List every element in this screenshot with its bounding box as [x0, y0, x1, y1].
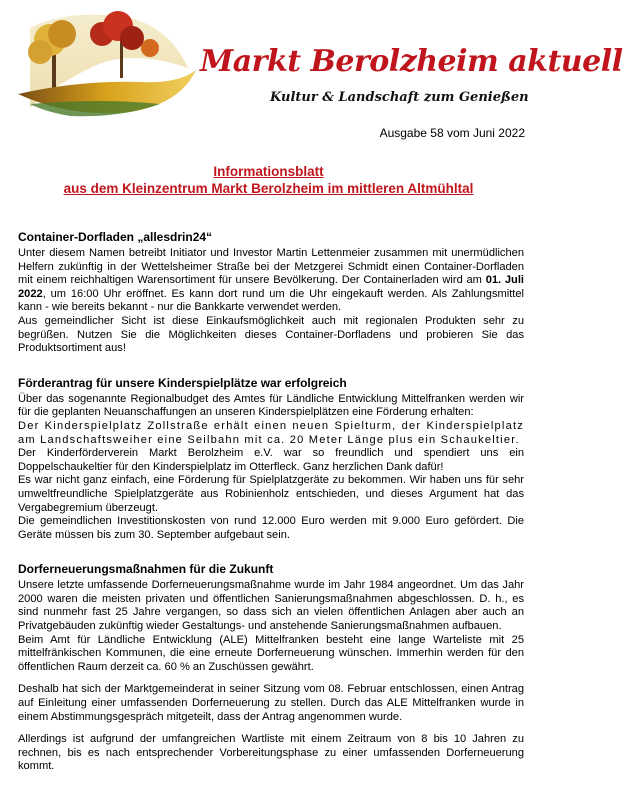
paragraph-text: , um 16:00 Uhr eröffnet. Es kann dort rund um die Uhr eingekauft werden. Als Zahlungsmittel kann - wie bereits bekannt - nur die Bankkarte verwendet werden.	[18, 287, 524, 314]
issue-label: Ausgabe 58 vom Juni 2022	[379, 126, 525, 140]
opening-date: 01. Juli 2022	[18, 274, 524, 300]
section-heading-dorfladen: Container-Dorfladen „allesdrin24“	[18, 230, 213, 244]
paragraph: Die gemeindlichen Investitionskosten von rund 12.000 Euro werden mit 9.000 Euro gefördert. Die Geräte müssen bis zum 30. September aufgebaut sein.	[18, 515, 524, 541]
paragraph: Der Kinderförderverein Markt Berolzheim e.V. war so freundlich und spendiert uns ein Doppelschaukeltier für den Kinderspielplatz im Otterfleck. Ganz herzlichen Dank dafür!	[18, 447, 524, 473]
newsletter-subtitle: Kultur & Landschaft zum Genießen	[270, 90, 529, 105]
paragraph-text: Unter diesem Namen betreibt Initiator und Investor Martin Lettenmeier zusammen mit unermüdlichen Helfern zukünftig in der Wettelsheimer Straße bei der Metzgerei Schmidt einen Container-Dorfladen mit einem reichhaltigen Warensortiment für unsere Bevölkerung. Der Containerladen wird am	[18, 247, 524, 287]
newsletter-title: Markt Berolzheim aktuell	[200, 44, 623, 79]
paragraph	[18, 247, 524, 315]
paragraph: Deshalb hat sich der Marktgemeinderat in seiner Sitzung vom 08. Februar entschlossen, einen Antrag auf Einleitung einer umfassenden Dorferneuerung zu stellen. Durch das ALE Mittelfranken wurde in einem Abstimmungsgespräch mitgeteilt, dass der Antrag angenommen wurde.	[18, 683, 524, 723]
paragraph: Der Kinderspielplatz Zollstraße erhält einen neuen Spielturm, der Kinderspielplatz am Landschaftsweiher eine Seilbahn mit ca. 20 Meter Länge plus ein Schaukeltier.	[18, 419, 524, 446]
section-heading-dorferneuerung: Dorferneuerungsmaßnahmen für die Zukunft	[18, 562, 274, 577]
paragraph: Allerdings ist aufgrund der umfangreichen Wartliste mit einem Zeitraum von 8 bis 10 Jahren zu rechnen, bis es nach entsprechender Vorbereitungsphase zu einer umfassenden Dorferneuerung kommt.	[18, 733, 524, 773]
paragraph: Über das sogenannte Regionalbudget des Amtes für Ländliche Entwicklung Mittelfranken werden wir für die geplanten Neuanschaffungen an unseren Kinderspielplätzen eine Förderung erhalten:	[18, 392, 524, 419]
section-heading-spielplaetze: Förderantrag für unsere Kinderspielplätze war erfolgreich	[18, 375, 347, 390]
banner-line-1: Informationsblatt	[213, 164, 324, 179]
paragraph: Beim Amt für Ländliche Entwicklung (ALE) Mittelfranken besteht eine lange Warteliste mit 25 mittelfränkischen Kommunen, die eine erneute Dorferneuerung wünschen. Immerhin werden für den öffentlichen Raum derzeit ca. 60 % an Zuschüssen gewährt.	[18, 633, 524, 673]
paragraph: Aus gemeindlicher Sicht ist diese Einkaufsmöglichkeit auch mit regionalen Produkten sehr zu begrüßen. Nutzen Sie die Möglichkeiten dieses Container-Dorfladens und probieren Sie das Produktsortiment aus!	[18, 314, 524, 355]
paragraph: Unsere letzte umfassende Dorferneuerungsmaßnahme wurde im Jahr 1984 angeordnet. Um das Jahr 2000 waren die meisten privaten und öffentlichen Sanierungsmaßnahmen abgeschlossen. D. h., es sind nunmehr fast 25 Jahre vergangen, so dass sich an vielen öffentlichen Anlagen aber auch an Privatgebäuden zukünftig wieder Gestaltungs- und anstehende Sanierungsmaßnahmen aufbauen.	[18, 579, 524, 633]
paragraph: Es war nicht ganz einfach, eine Förderung für Spielplatzgeräte zu bekommen. Wir haben uns für sehr umweltfreundliche Spielplatzgeräte aus Robinienholz entschieden, und dieses Argument hat das Vergabegremium überzeugt.	[18, 474, 524, 514]
banner-line-2: aus dem Kleinzentrum Markt Berolzheim im mittleren Altmühltal	[63, 181, 474, 196]
article-body	[18, 230, 524, 774]
info-banner	[0, 163, 537, 197]
logo-tree-image	[10, 8, 200, 120]
